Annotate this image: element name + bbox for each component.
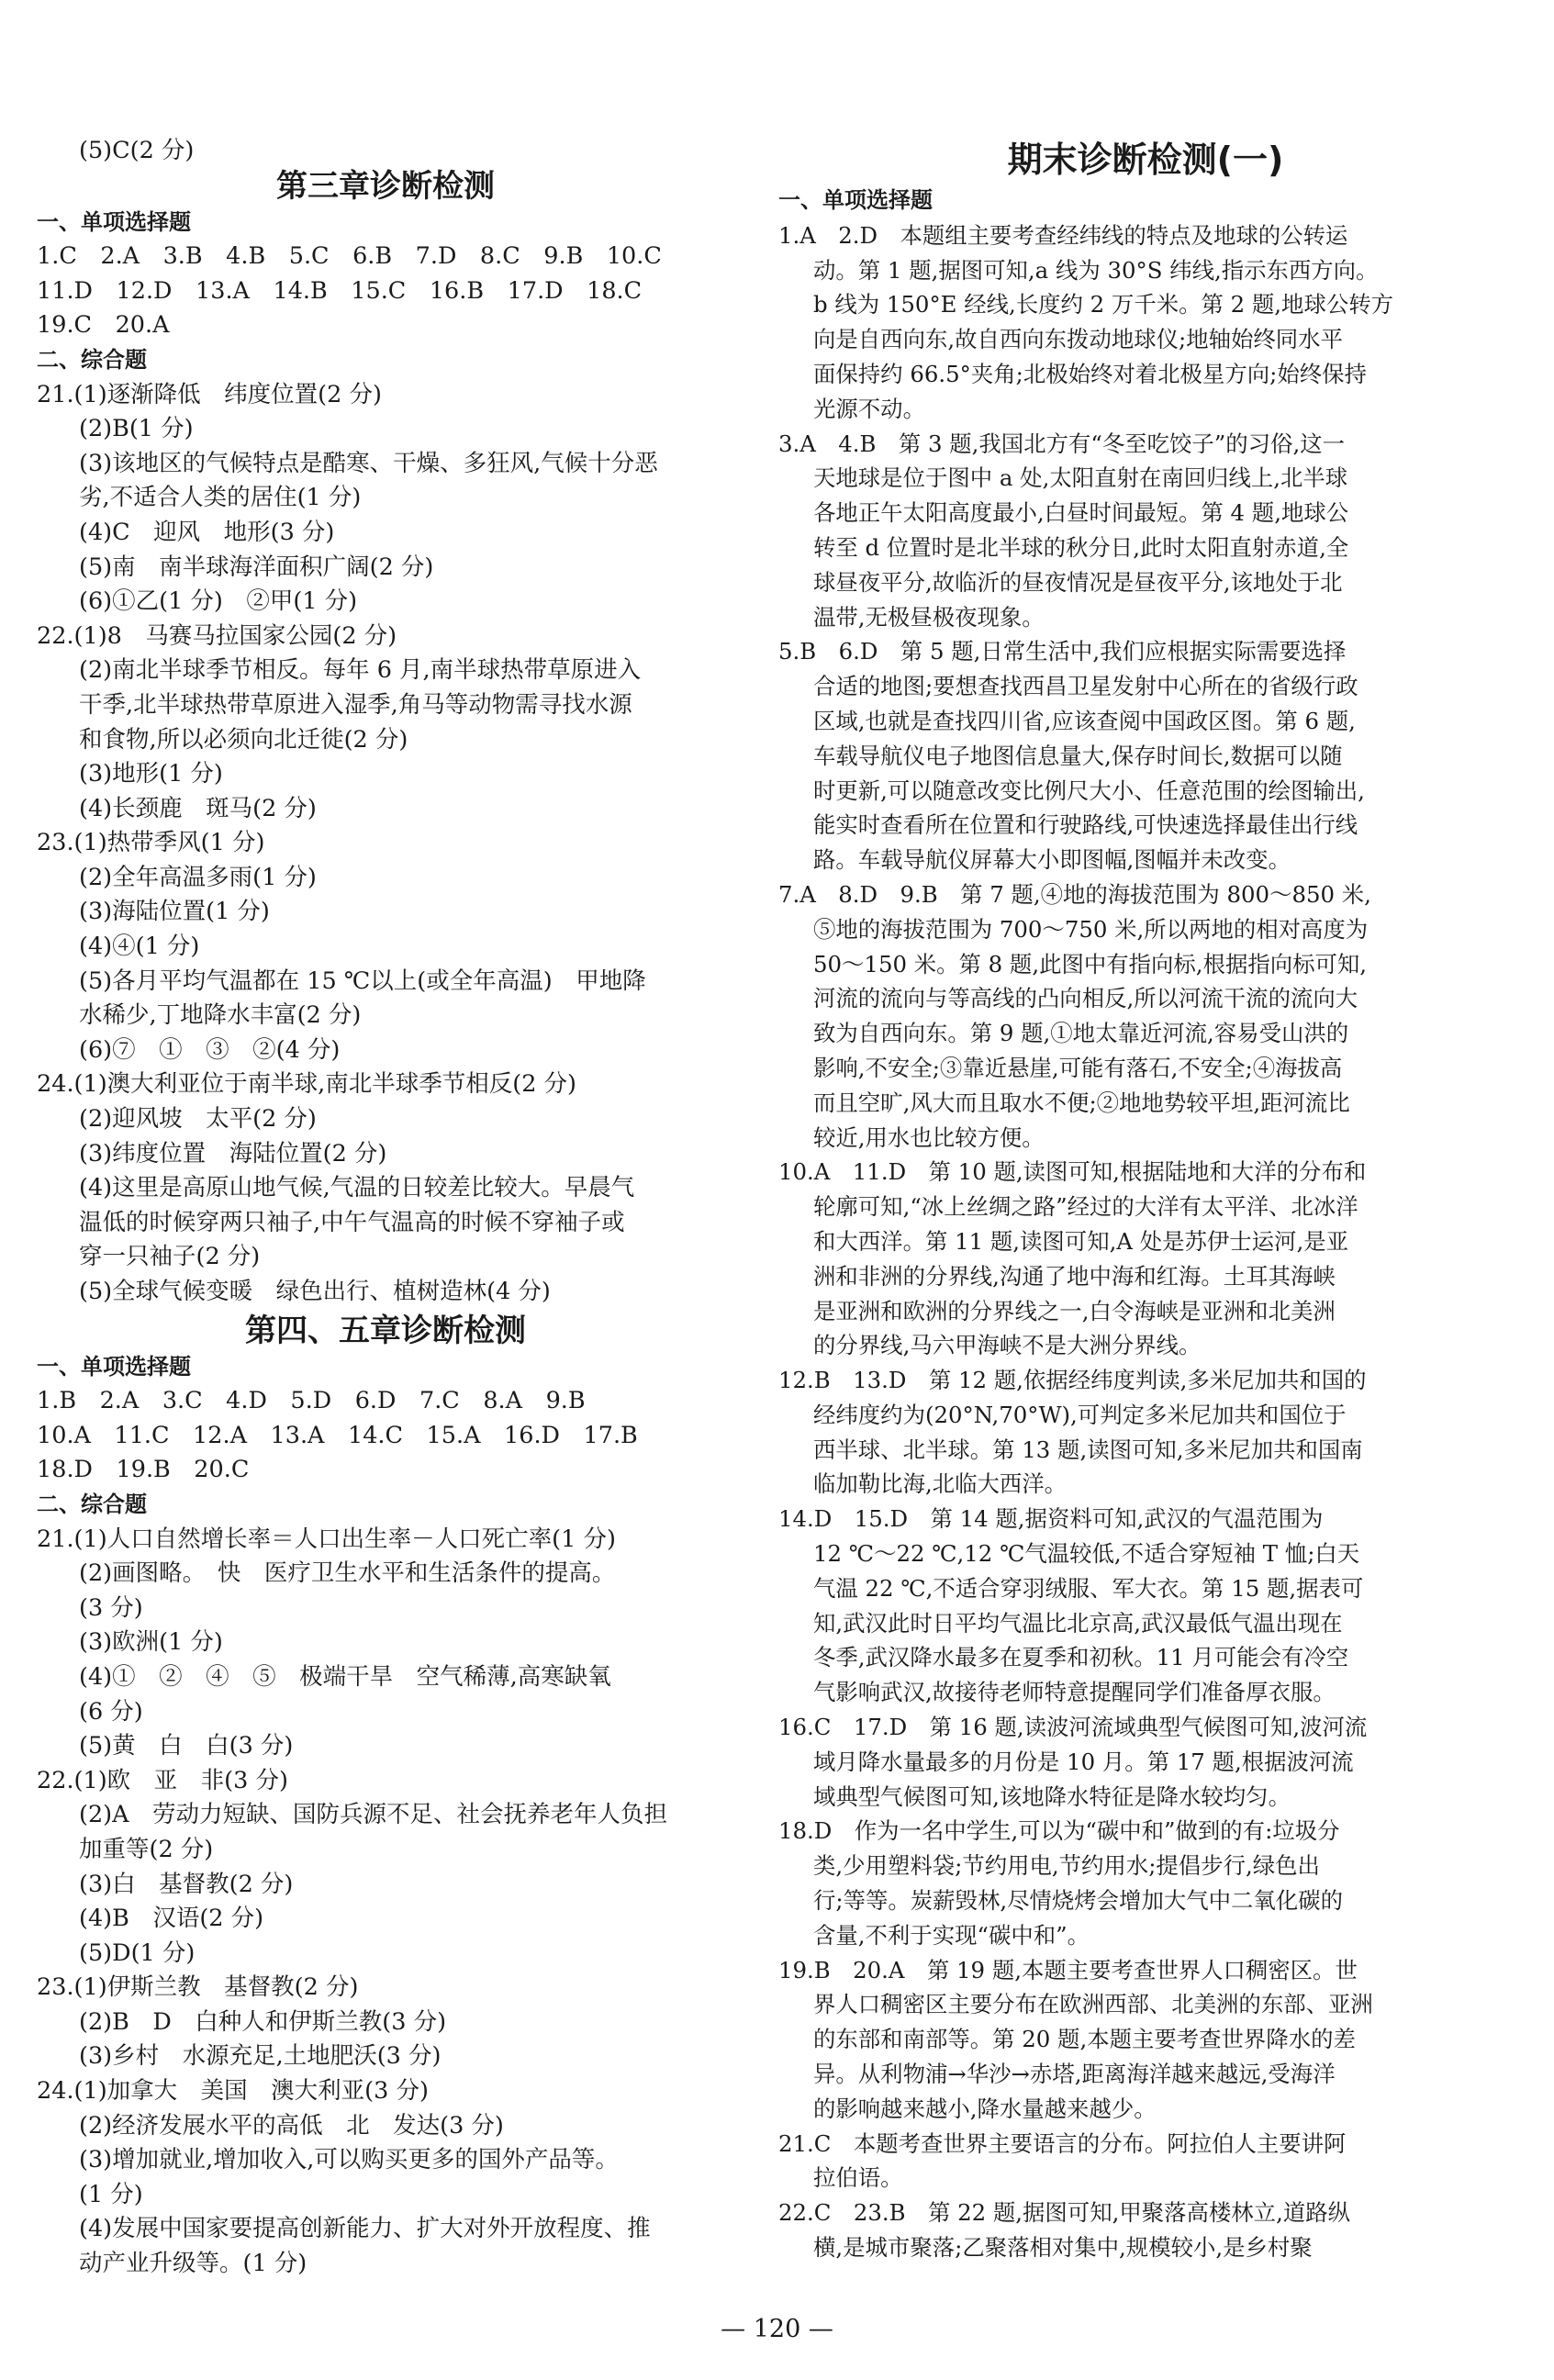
answer-line: (5)黄 白 白(3 分) — [79, 1732, 294, 1760]
answer-line: 23.(1)热带季风(1 分) — [37, 829, 265, 857]
explanation-line: 区域,也就是查找四川省,应该查阅中国政区图。第 6 题, — [813, 707, 1356, 734]
explanation-line: 的分界线,马六甲海峡不是大洲分界线。 — [813, 1332, 1202, 1359]
explanation-line: 天地球是位于图中 a 处,太阳直射在南回归线上,北半球 — [813, 464, 1348, 492]
answer-line: (3)乡村 水源充足,土地肥沃(3 分) — [79, 2042, 442, 2071]
explanation-line: 域月降水量最多的月份是 10 月。第 17 题,根据波河流 — [813, 1748, 1354, 1775]
explanation-line: 面保持约 66.5°夹角;北极始终对着北极星方向;始终保持 — [813, 360, 1367, 387]
answer-line: 水稀少,丁地降水丰富(2 分) — [79, 1001, 362, 1030]
explanation-line: 河流的流向与等高线的凸向相反,所以河流干流的流向大 — [813, 985, 1358, 1012]
carryover-answer: (5)C(2 分) — [79, 137, 195, 164]
answer-line: (1 分) — [79, 2180, 143, 2208]
chapter3-section-comprehensive: 二、综合题 — [37, 346, 147, 373]
answer-line: 21.(1)人口自然增长率＝人口出生率－人口死亡率(1 分) — [37, 1525, 616, 1553]
explanation-paragraph — [778, 634, 1513, 877]
answer-line: 22.(1)8 马赛马拉国家公园(2 分) — [37, 621, 397, 650]
chapter45-section-comprehensive: 二、综合题 — [37, 1491, 147, 1517]
answer-line: (3)欧洲(1 分) — [79, 1628, 223, 1657]
answer-line: (3)纬度位置 海陆位置(2 分) — [79, 1139, 387, 1168]
answer-line: 加重等(2 分) — [79, 1835, 214, 1863]
explanation-paragraph — [778, 1814, 1513, 1952]
explanation-line: 致为自西向东。第 9 题,①地太靠近河流,容易受山洪的 — [813, 1020, 1349, 1047]
chapter3-comprehensive-answers — [37, 378, 734, 1310]
explanation-line: 气温 22 ℃,不适合穿羽绒服、军大衣。第 15 题,据表可 — [813, 1574, 1364, 1602]
chapter45-title: 第四、五章诊断检测 — [245, 1312, 526, 1349]
explanation-line: 界人口稠密区主要分布在欧洲西部、北美洲的东部、亚洲 — [813, 1991, 1373, 2018]
explanation-line: 各地正午太阳高度最小,白昼时间最短。第 4 题,地球公 — [813, 499, 1349, 527]
answer-line: (2)经济发展水平的高低 北 发达(3 分) — [79, 2111, 504, 2140]
answer-line: (6 分) — [79, 1697, 143, 1726]
choice-row: 11.D 12.D 13.A 14.B 15.C 16.B 17.D 18.C — [37, 276, 643, 305]
explanation-line: 22.C 23.B 第 22 题,据图可知,甲聚落高楼林立,道路纵 — [778, 2199, 1350, 2227]
choice-row: 19.C 20.A — [37, 311, 170, 340]
explanation-paragraph — [778, 2196, 1513, 2265]
explanation-line: 气影响武汉,故接待老师特意提醒同学们准备厚衣服。 — [813, 1679, 1336, 1706]
explanation-line: 3.A 4.B 第 3 题,我国北方有“冬至吃饺子”的习俗,这一 — [778, 430, 1345, 457]
explanation-line: 转至 d 位置时是北半球的秋分日,此时太阳直射赤道,全 — [813, 533, 1349, 561]
explanation-line: 经纬度约为(20°N,70°W),可判定多米尼加共和国位于 — [813, 1401, 1347, 1428]
explanation-line: 7.A 8.D 9.B 第 7 题,④地的海拔范围为 800～850 米, — [778, 880, 1371, 908]
explanation-paragraph — [778, 2127, 1513, 2196]
answer-line: 动产业升级等。(1 分) — [79, 2250, 307, 2278]
explanation-line: 西半球、北半球。第 13 题,读图可知,多米尼加共和国南 — [813, 1436, 1363, 1463]
answer-line: (2)B D 白种人和伊斯兰教(3 分) — [79, 2007, 447, 2036]
explanation-line: 行;等等。炭薪毁林,尽情烧烤会增加大气中二氧化碳的 — [813, 1887, 1343, 1915]
answer-line: (5)各月平均气温都在 15 ℃以上(或全年高温) 甲地降 — [79, 967, 646, 995]
choice-row: 18.D 19.B 20.C — [37, 1456, 250, 1484]
answer-line: 温低的时候穿两只袖子,中午气温高的时候不穿袖子或 — [79, 1208, 625, 1236]
explanation-line: ⑤地的海拔范围为 700～750 米,所以两地的相对高度为 — [813, 915, 1369, 943]
answer-line: (4)C 迎风 地形(3 分) — [79, 518, 335, 546]
explanation-line: 类,少用塑料袋;节约用电,节约用水;提倡步行,绿色出 — [813, 1852, 1320, 1880]
explanation-paragraph — [778, 218, 1513, 427]
explanation-line: 拉伯语。 — [813, 2164, 903, 2192]
left-column — [37, 134, 734, 2282]
explanation-line: 能实时查看所在位置和行驶路线,可快速选择最佳出行线 — [813, 811, 1358, 839]
explanation-line: 光源不动。 — [813, 395, 925, 422]
answer-line: (2)南北半球季节相反。每年 6 月,南半球热带草原进入 — [79, 656, 642, 685]
answer-line: (3)海陆位置(1 分) — [79, 898, 270, 926]
explanation-line: 合适的地图;要想查找西昌卫星发射中心所在的省级行政 — [813, 673, 1358, 700]
answer-line: (5)D(1 分) — [79, 1939, 196, 1967]
chapter3-section-choice: 一、单项选择题 — [37, 208, 191, 235]
explanation-line: 向是自西向东,故自西向东拨动地球仪;地轴始终同水平 — [813, 326, 1343, 353]
answer-line: (6)⑦ ① ③ ②(4 分) — [79, 1035, 341, 1064]
right-column — [778, 184, 1513, 2265]
answer-line: 穿一只袖子(2 分) — [79, 1243, 261, 1271]
explanation-paragraph — [778, 877, 1513, 1155]
final-exam-explanations — [778, 218, 1513, 2265]
explanation-line: 知,武汉此时日平均气温比北京高,武汉最低气温出现在 — [813, 1609, 1343, 1637]
explanation-line: 是亚洲和欧洲的分界线之一,白令海峡是亚洲和北美洲 — [813, 1297, 1336, 1324]
explanation-line: 时更新,可以随意改变比例尺大小、任意范围的绘图输出, — [813, 777, 1365, 804]
answer-line: (2)画图略。 快 医疗卫生水平和生活条件的提高。 — [79, 1559, 616, 1588]
explanation-line: 的影响越来越小,降水量越来越少。 — [813, 2095, 1157, 2122]
answer-line: (4)长颈鹿 斑马(2 分) — [79, 794, 317, 822]
explanation-line: 横,是城市聚落;乙聚落相对集中,规模较小,是乡村聚 — [813, 2234, 1313, 2262]
explanation-line: 球昼夜平分,故临沂的昼夜情况是昼夜平分,该地处于北 — [813, 568, 1343, 596]
answer-line: (2)B(1 分) — [79, 415, 194, 443]
explanation-line: 异。从利物浦→华沙→赤塔,距离海洋越来越远,受海洋 — [813, 2061, 1336, 2088]
explanation-line: 轮廓可知,“冰上丝绸之路”经过的大洋有太平洋、北冰洋 — [813, 1193, 1358, 1221]
answer-line: 23.(1)伊斯兰教 基督教(2 分) — [37, 1973, 359, 2002]
answer-line: 22.(1)欧 亚 非(3 分) — [37, 1766, 288, 1794]
explanation-paragraph — [778, 1363, 1513, 1502]
chapter45-section-choice: 一、单项选择题 — [37, 1353, 191, 1380]
final-exam-title: 期末诊断检测(一) — [1007, 140, 1284, 180]
answer-line: (3)白 基督教(2 分) — [79, 1870, 294, 1898]
answer-line: 21.(1)逐渐降低 纬度位置(2 分) — [37, 380, 382, 408]
answer-line: (5)全球气候变暖 绿色出行、植树造林(4 分) — [79, 1278, 551, 1305]
explanation-line: 1.A 2.D 本题组主要考查经纬线的特点及地球的公转运 — [778, 221, 1348, 249]
answer-line: (4)B 汉语(2 分) — [79, 1905, 264, 1933]
explanation-line: 50～150 米。第 8 题,此图中有指向标,根据指向标可知, — [813, 950, 1368, 978]
answer-line: 24.(1)加拿大 美国 澳大利亚(3 分) — [37, 2077, 429, 2106]
chapter3-title: 第三章诊断检测 — [276, 167, 495, 205]
final-exam-section-choice: 一、单项选择题 — [778, 187, 933, 213]
answer-line: (3)该地区的气候特点是酷寒、干燥、多狂风,气候十分恶 — [79, 449, 658, 477]
explanation-line: 而且空旷,风大而且取水不便;②地地势较平坦,距河流比 — [813, 1089, 1350, 1116]
explanation-line: 12 ℃～22 ℃,12 ℃气温较低,不适合穿短袖 T 恤;白天 — [813, 1540, 1360, 1568]
explanation-line: 车载导航仪电子地图信息量大,保存时间长,数据可以随 — [813, 742, 1343, 769]
explanation-line: 10.A 11.D 第 10 题,读图可知,根据陆地和大洋的分布和 — [778, 1158, 1367, 1186]
explanation-line: 14.D 15.D 第 14 题,据资料可知,武汉的气温范围为 — [778, 1505, 1324, 1533]
explanation-line: 5.B 6.D 第 5 题,日常生活中,我们应根据实际需要选择 — [778, 638, 1347, 665]
choice-row: 1.B 2.A 3.C 4.D 5.D 6.D 7.C 8.A 9.B — [37, 1387, 586, 1415]
explanation-paragraph — [778, 1155, 1513, 1363]
explanation-line: 温带,无极昼极夜现象。 — [813, 603, 1045, 631]
answer-line: (2)A 劳动力短缺、国防兵源不足、社会抚养老年人负担 — [79, 1801, 668, 1829]
explanation-line: 较近,用水也比较方便。 — [813, 1123, 1045, 1151]
choice-row: 10.A 11.C 12.A 13.A 14.C 15.A 16.D 17.B — [37, 1421, 638, 1449]
explanation-line: 21.C 本题考查世界主要语言的分布。阿拉伯人主要讲阿 — [778, 2129, 1347, 2157]
explanation-line: 16.C 17.D 第 16 题,读波河流域典型气候图可知,波河流 — [778, 1714, 1368, 1741]
chapter45-comprehensive-answers — [37, 1523, 734, 2282]
answer-line: (4)④(1 分) — [79, 933, 200, 961]
explanation-line: 动。第 1 题,据图可知,a 线为 30°S 纬线,指示东西方向。 — [813, 256, 1379, 284]
explanation-line: 域典型气候图可知,该地降水特征是降水较均匀。 — [813, 1782, 1291, 1810]
answer-line: 和食物,所以必须向北迁徙(2 分) — [79, 725, 408, 754]
explanation-paragraph — [778, 1710, 1513, 1814]
explanation-line: 临加勒比海,北临大西洋。 — [813, 1470, 1068, 1498]
explanation-line: 路。车载导航仪屏幕大小即图幅,图幅并未改变。 — [813, 846, 1291, 874]
explanation-line: 18.D 作为一名中学生,可以为“碳中和”做到的有:垃圾分 — [778, 1817, 1340, 1845]
answer-line: (3)地形(1 分) — [79, 760, 223, 788]
explanation-line: 的东部和南部等。第 20 题,本题主要考查世界降水的差 — [813, 2026, 1356, 2053]
explanation-line: 12.B 13.D 第 12 题,依据经纬度判读,多米尼加共和国的 — [778, 1367, 1367, 1394]
explanation-paragraph — [778, 1502, 1513, 1710]
choice-row: 1.C 2.A 3.B 4.B 5.C 6.B 7.D 8.C 9.B 10.C — [37, 242, 662, 271]
answer-line: (2)迎风坡 太平(2 分) — [79, 1105, 317, 1134]
explanation-paragraph — [778, 1953, 1513, 2127]
answer-line: (3)增加就业,增加收入,可以购买更多的国外产品等。 — [79, 2146, 619, 2174]
explanation-line: 含量,不利于实现“碳中和”。 — [813, 1921, 1090, 1949]
explanation-line: 洲和非洲的分界线,沟通了地中海和红海。土耳其海峡 — [813, 1262, 1336, 1290]
answer-line: (3 分) — [79, 1593, 143, 1622]
explanation-line: 影响,不安全;③靠近悬崖,可能有落石,不安全;④海拔高 — [813, 1054, 1343, 1081]
chapter45-choice-answers — [37, 1384, 734, 1488]
answer-line: (5)南 南半球海洋面积广阔(2 分) — [79, 553, 434, 581]
explanation-line: 和大西洋。第 11 题,读图可知,A 处是苏伊士运河,是亚 — [813, 1227, 1348, 1255]
answer-line: 劣,不适合人类的居住(1 分) — [79, 484, 362, 512]
explanation-line: 冬季,武汉降水最多在夏季和初秋。11 月可能会有冷空 — [813, 1644, 1349, 1671]
answer-line: 24.(1)澳大利亚位于南半球,南北半球季节相反(2 分) — [37, 1070, 577, 1099]
answer-line: (4)这里是高原山地气候,气温的日较差比较大。早晨气 — [79, 1174, 635, 1202]
explanation-line: 19.B 20.A 第 19 题,本题主要考查世界人口稠密区。世 — [778, 1956, 1358, 1983]
answer-line: (6)①乙(1 分) ②甲(1 分) — [79, 587, 358, 616]
page-number: — 120 — — [721, 2315, 833, 2343]
answer-line: (4)① ② ④ ⑤ 极端干旱 空气稀薄,高寒缺氧 — [79, 1662, 611, 1691]
answer-line: (2)全年高温多雨(1 分) — [79, 863, 317, 891]
chapter3-choice-answers — [37, 240, 734, 343]
explanation-paragraph — [778, 427, 1513, 635]
answer-line: 干季,北半球热带草原进入湿季,角马等动物需寻找水源 — [79, 690, 632, 719]
explanation-line: b 线为 150°E 经线,长度约 2 万千米。第 2 题,地球公转方 — [813, 291, 1394, 318]
answer-line: (4)发展中国家要提高创新能力、扩大对外开放程度、推 — [79, 2215, 651, 2243]
